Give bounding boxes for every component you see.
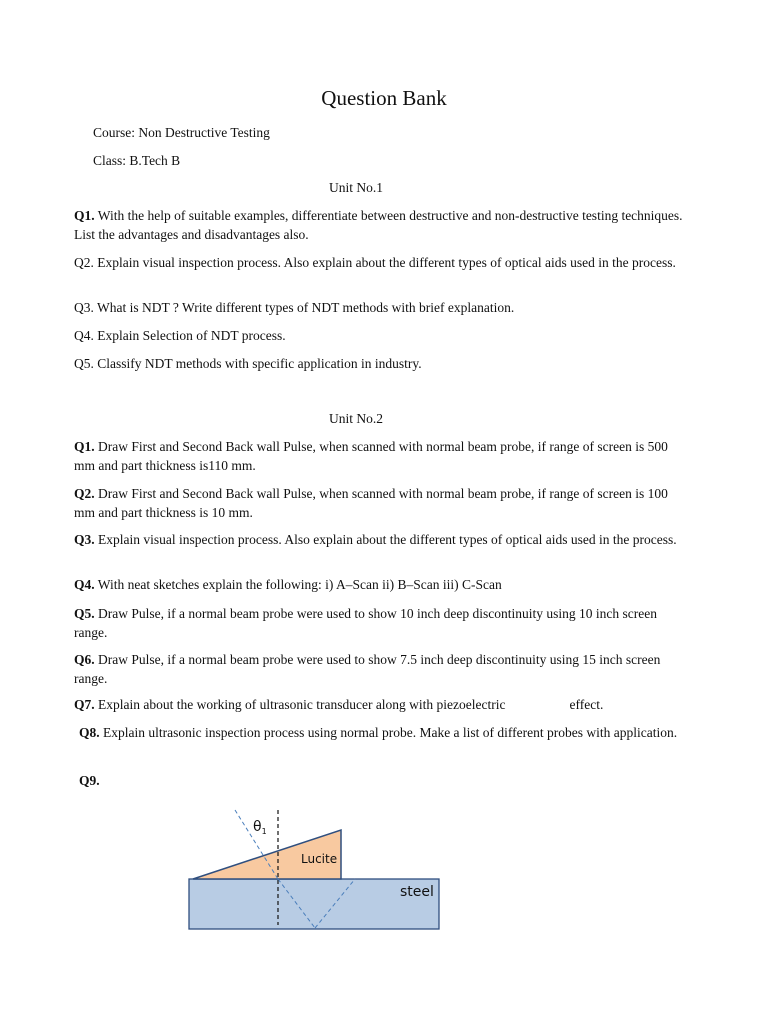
unit1-question bbox=[74, 327, 684, 346]
question-number: Q9. bbox=[79, 773, 100, 788]
unit1-question bbox=[74, 254, 684, 273]
unit2-heading: Unit No.2 bbox=[329, 411, 383, 426]
question-number: Q2. bbox=[74, 255, 94, 270]
question-number: Q2. bbox=[74, 486, 95, 501]
unit2-question bbox=[79, 772, 689, 791]
question-number: Q5. bbox=[74, 356, 94, 371]
unit1-question bbox=[74, 355, 684, 374]
course-line: Course: Non Destructive Testing bbox=[93, 125, 270, 140]
question-text: Classify NDT methods with specific application in industry. bbox=[97, 356, 422, 371]
question-text: Explain visual inspection process. Also explain about the different types of optical aids used in the process. bbox=[97, 255, 676, 270]
unit2-question bbox=[74, 651, 684, 688]
question-text: Draw First and Second Back wall Pulse, when scanned with normal beam probe, if range of screen is 100 mm and part thickness is 10 mm. bbox=[74, 486, 668, 520]
question-number: Q3. bbox=[74, 532, 95, 547]
unit1-question bbox=[74, 207, 684, 244]
unit2-question bbox=[79, 724, 689, 743]
question-text: Explain visual inspection process. Also explain about the different types of optical aids used in the process. bbox=[98, 532, 677, 547]
question-number: Q6. bbox=[74, 652, 95, 667]
question-number: Q1. bbox=[74, 208, 95, 223]
question-number: Q1. bbox=[74, 439, 95, 454]
lucite-wedge-figure bbox=[180, 800, 450, 935]
question-text: With the help of suitable examples, differentiate between destructive and non-destructive testing techniques. List the advantages and disadvantages also. bbox=[74, 208, 683, 242]
question-number: Q4. bbox=[74, 577, 95, 592]
question-number: Q5. bbox=[74, 606, 95, 621]
wedge-label: Lucite bbox=[301, 852, 338, 866]
question-number: Q4. bbox=[74, 328, 94, 343]
question-number: Q8. bbox=[79, 725, 100, 740]
question-number: Q7. bbox=[74, 697, 95, 712]
class-line: Class: B.Tech B bbox=[93, 153, 181, 168]
question-text: Draw Pulse, if a normal beam probe were used to show 7.5 inch deep discontinuity using 15 inch screen range. bbox=[74, 652, 661, 686]
unit2-question bbox=[74, 485, 684, 522]
unit2-question bbox=[74, 696, 684, 715]
question-text: With neat sketches explain the following: i) A–Scan ii) B–Scan iii) C-Scan bbox=[97, 577, 502, 592]
unit2-question bbox=[74, 605, 684, 642]
unit1-question bbox=[74, 299, 684, 318]
question-text: Explain ultrasonic inspection process using normal probe. Make a list of different probes with application. bbox=[103, 725, 678, 740]
unit2-question bbox=[74, 576, 684, 595]
question-text: Draw Pulse, if a normal beam probe were used to show 10 inch deep discontinuity using 10 inch screen range. bbox=[74, 606, 658, 640]
angle-label: $\theta_1$ bbox=[253, 819, 267, 836]
unit2-question bbox=[74, 438, 684, 475]
question-text: Draw First and Second Back wall Pulse, when scanned with normal beam probe, if range of screen is 500 mm and part thickness is110 mm. bbox=[74, 439, 668, 473]
question-text: Explain about the working of ultrasonic transducer along with piezoelectric bbox=[98, 697, 506, 712]
question-text: Explain Selection of NDT process. bbox=[97, 328, 286, 343]
unit2-question bbox=[74, 531, 684, 550]
question-number: Q3. bbox=[74, 300, 94, 315]
page-title: Question Bank bbox=[321, 86, 447, 110]
question-text: What is NDT ? Write different types of NDT methods with brief explanation. bbox=[97, 300, 515, 315]
block-label: steel bbox=[400, 884, 434, 900]
unit1-heading: Unit No.1 bbox=[329, 180, 383, 195]
question-text-end: effect. bbox=[569, 697, 604, 712]
